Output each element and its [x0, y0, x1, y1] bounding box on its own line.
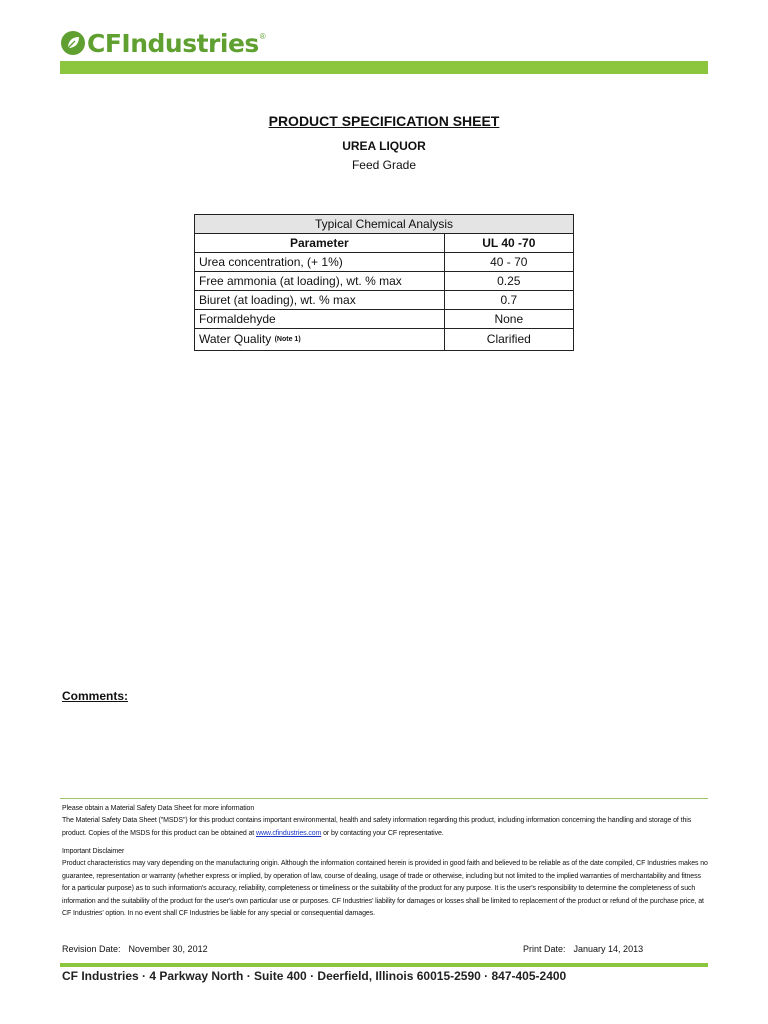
chemical-analysis-table	[194, 214, 574, 351]
product-name: UREA LIQUOR	[342, 139, 426, 153]
row-value: None	[444, 310, 573, 329]
row-value: 0.7	[444, 291, 573, 310]
revision-date	[62, 944, 208, 954]
footer-bar	[60, 963, 708, 967]
row-value: 0.25	[444, 272, 573, 291]
revision-date-label: Revision Date:	[62, 944, 121, 954]
table-row	[195, 253, 574, 272]
table-caption-row	[195, 215, 574, 234]
leaf-logo-icon	[60, 30, 86, 56]
msds-paragraph	[62, 815, 708, 840]
product-grade: Feed Grade	[351, 158, 417, 172]
comments-label: Comments:	[62, 689, 129, 703]
section-divider	[60, 798, 708, 799]
table-row	[195, 272, 574, 291]
company-address: CF Industries · 4 Parkway North · Suite 400 · Deerfield, Illinois 60015-2590 · 847-405-2400	[62, 969, 567, 983]
row-parameter: Urea concentration, (+ 1%)	[195, 253, 445, 272]
print-date	[523, 944, 643, 954]
print-date-value: January 14, 2013	[573, 944, 644, 954]
revision-date-value: November 30, 2012	[128, 944, 208, 954]
row-parameter: Free ammonia (at loading), wt. % max	[195, 272, 445, 291]
cfindustries-link[interactable]: www.cfindustries.com	[256, 829, 322, 837]
logo-wordmark: CFIndustries	[87, 28, 259, 58]
table-row	[195, 310, 574, 329]
column-header-parameter: Parameter	[195, 234, 445, 253]
row-value: 40 - 70	[444, 253, 573, 272]
row-parameter: Water Quality	[199, 332, 272, 346]
page-title: PRODUCT SPECIFICATION SHEET	[268, 113, 500, 129]
msds-text-1: The Material Safety Data Sheet ("MSDS") for this product contains important environmental, health and safety information regarding this product, including information concerning the handling and storage of this product. Copies of the MSDS for this product can be obtained at	[62, 817, 692, 837]
disclaimer-paragraph: Product characteristics may vary depending on the manufacturing origin. Although the information contained herein is provided in good faith and believed to be reliable as of the date compiled, CF Industries makes no guarantee, representation or warranty (whether express or implied, by operation of law, course of dealing, usage of trade or otherwise, including but not limited to the implied warranties of merchantability and fitness for a particular purpose) as to such information's accuracy, reliability, completeness or timeliness or the suitability of the product for any purpose. It is the user's responsibility to determine the completeness of such information and the suitability of the product for the user's own particular use or purposes. CF Industries' liability for damages or losses shall be limited to replacement of the product or refund of the purchase price, at CF Industries' option. In no event shall CF Industries be liable for any special or consequential damages.	[62, 860, 708, 917]
table-row	[195, 291, 574, 310]
row-parameter: Biuret (at loading), wt. % max	[195, 291, 445, 310]
msds-heading: Please obtain a Material Safety Data Sheet for more information	[62, 805, 255, 812]
column-header-value: UL 40 -70	[444, 234, 573, 253]
table-row	[195, 329, 574, 351]
header-bar	[60, 61, 708, 74]
msds-text-2: or by contacting your CF representative.	[321, 829, 444, 837]
registered-mark: ®	[259, 32, 266, 41]
row-note: (Note 1)	[274, 336, 301, 343]
row-parameter: Formaldehyde	[195, 310, 445, 329]
table-header-row	[195, 234, 574, 253]
table-caption: Typical Chemical Analysis	[195, 215, 574, 234]
row-parameter-cell	[195, 329, 445, 351]
row-value: Clarified	[444, 329, 573, 351]
disclaimer-heading: Important Disclaimer	[62, 848, 125, 855]
print-date-label: Print Date:	[523, 944, 566, 954]
company-logo	[60, 26, 266, 60]
